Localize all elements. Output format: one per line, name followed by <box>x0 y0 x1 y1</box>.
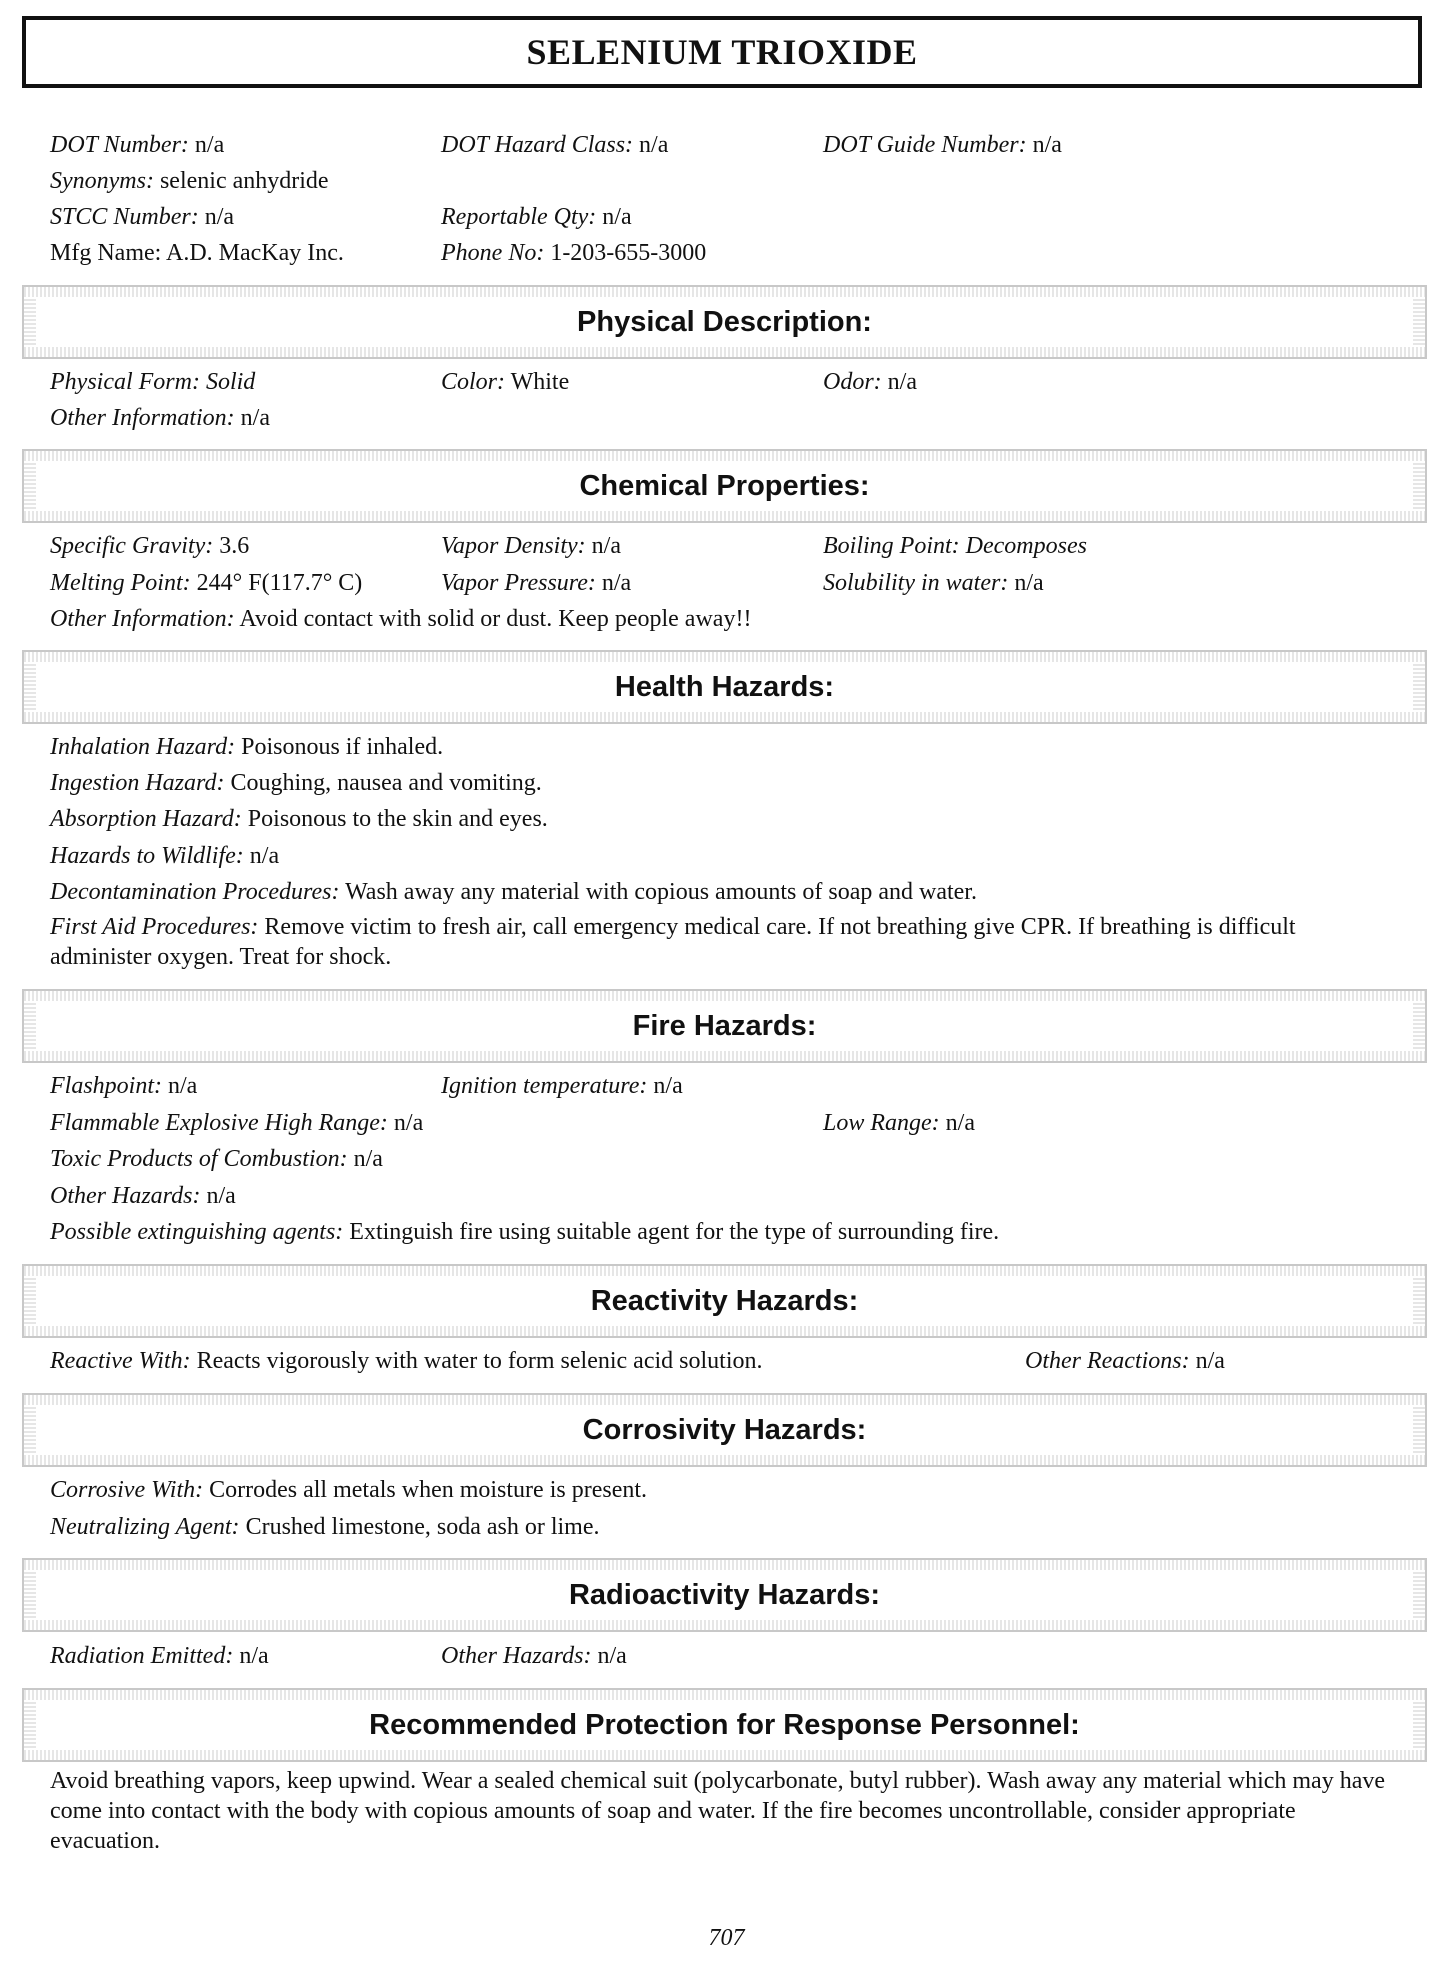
radioactivity-row <box>50 1638 1423 1674</box>
toxic-products-of-combustion: Toxic Products of Combustion: n/a <box>50 1146 383 1172</box>
decontamination-procedures: Decontamination Procedures: Wash away any material with copious amounts of soap and water. <box>50 879 977 905</box>
color: Color: White <box>441 369 570 395</box>
fire-other-hazards: Other Hazards: n/a <box>50 1183 236 1209</box>
boiling-point: Boiling Point: Decomposes <box>823 533 1087 559</box>
dot-hazard-class: DOT Hazard Class: n/a <box>441 132 669 158</box>
hazards-to-wildlife: Hazards to Wildlife: n/a <box>50 843 280 869</box>
chemical-other-information: Other Information: Avoid contact with solid or dust. Keep people away!! <box>50 606 752 632</box>
section-title: Reactivity Hazards: <box>590 1284 859 1317</box>
chemical-row-2 <box>50 565 1423 601</box>
section-title: Health Hazards: <box>614 670 835 703</box>
section-header-chemical-properties <box>22 449 1427 523</box>
dot-number: DOT Number: n/a <box>50 132 225 158</box>
neutralizing-agent: Neutralizing Agent: Crushed limestone, soda ash or lime. <box>50 1514 600 1540</box>
odor: Odor: n/a <box>823 369 917 395</box>
synonyms: Synonyms: selenic anhydride <box>50 168 329 194</box>
document-title: SELENIUM TRIOXIDE <box>526 32 918 72</box>
section-header-radioactivity-hazards <box>22 1558 1427 1632</box>
flashpoint: Flashpoint: n/a <box>50 1073 198 1099</box>
physical-row-1 <box>50 364 1423 400</box>
inhalation-hazard: Inhalation Hazard: Poisonous if inhaled. <box>50 734 444 760</box>
stcc-number: STCC Number: n/a <box>50 204 235 230</box>
reactivity-row <box>50 1343 1423 1379</box>
vapor-pressure: Vapor Pressure: n/a <box>441 570 632 596</box>
solubility-in-water: Solubility in water: n/a <box>823 570 1044 596</box>
section-title: Radioactivity Hazards: <box>568 1578 881 1611</box>
section-header-reactivity-hazards <box>22 1264 1427 1338</box>
ignition-temperature: Ignition temperature: n/a <box>441 1073 683 1099</box>
chemical-row-1 <box>50 528 1423 564</box>
absorption-hazard: Absorption Hazard: Poisonous to the skin and eyes. <box>50 806 548 832</box>
general-row-2 <box>50 163 1423 199</box>
fire-row-2 <box>50 1105 1423 1141</box>
extinguishing-agents: Possible extinguishing agents: Extinguish fire using suitable agent for the type of surrounding fire. <box>50 1219 1000 1245</box>
general-row-3 <box>50 199 1423 235</box>
section-title: Physical Description: <box>577 305 872 338</box>
general-row-4 <box>50 235 1423 271</box>
physical-form: Physical Form: Solid <box>50 369 256 395</box>
section-header-fire-hazards <box>22 989 1427 1063</box>
melting-point: Melting Point: 244° F(117.7° C) <box>50 570 363 596</box>
section-title: Chemical Properties: <box>579 469 870 502</box>
reactive-with: Reactive With: Reacts vigorously with water to form selenic acid solution. <box>50 1348 763 1374</box>
dot-guide-number: DOT Guide Number: n/a <box>823 132 1062 158</box>
vapor-density: Vapor Density: n/a <box>441 533 621 559</box>
radiation-emitted: Radiation Emitted: n/a <box>50 1643 269 1669</box>
phone-number: Phone No: 1-203-655-3000 <box>441 240 707 266</box>
section-header-physical-description <box>22 285 1427 359</box>
section-header-corrosivity-hazards <box>22 1393 1427 1467</box>
ingestion-hazard: Ingestion Hazard: Coughing, nausea and vomiting. <box>50 770 542 796</box>
flammable-high-range: Flammable Explosive High Range: n/a <box>50 1110 424 1136</box>
section-header-recommended-protection <box>22 1688 1427 1762</box>
recommended-protection-text: Avoid breathing vapors, keep upwind. Wear a sealed chemical suit (polycarbonate, butyl rubber). Wash away any material which may have come into contact with the body with copious amounts of soap and water. If the fire becomes uncontrollable, consider appropriate evacuation. <box>50 1768 1386 1854</box>
general-row-1 <box>50 127 1423 163</box>
other-reactions: Other Reactions: n/a <box>1025 1348 1225 1374</box>
section-header-health-hazards <box>22 650 1427 724</box>
low-range: Low Range: n/a <box>823 1110 975 1136</box>
fire-row-1 <box>50 1068 1423 1104</box>
section-title: Fire Hazards: <box>632 1009 817 1042</box>
specific-gravity: Specific Gravity: 3.6 <box>50 533 250 559</box>
radioactivity-other-hazards: Other Hazards: n/a <box>441 1643 627 1669</box>
section-title: Recommended Protection for Response Personnel: <box>369 1708 1080 1741</box>
first-aid-procedures: First Aid Procedures: Remove victim to fresh air, call emergency medical care. If not breathing give CPR. If breathing is difficult administer oxygen. Treat for shock. <box>50 914 1296 970</box>
chemical-row-3 <box>50 601 1423 637</box>
physical-other-information: Other Information: n/a <box>50 405 270 431</box>
mfg-name: Mfg Name: A.D. MacKay Inc. <box>50 240 344 266</box>
corrosive-with: Corrosive With: Corrodes all metals when moisture is present. <box>50 1477 648 1503</box>
physical-row-2 <box>50 400 1423 436</box>
reportable-qty: Reportable Qty: n/a <box>441 204 632 230</box>
title-box <box>22 16 1422 88</box>
page-number: 707 <box>708 1925 745 1951</box>
section-title: Corrosivity Hazards: <box>582 1413 867 1446</box>
